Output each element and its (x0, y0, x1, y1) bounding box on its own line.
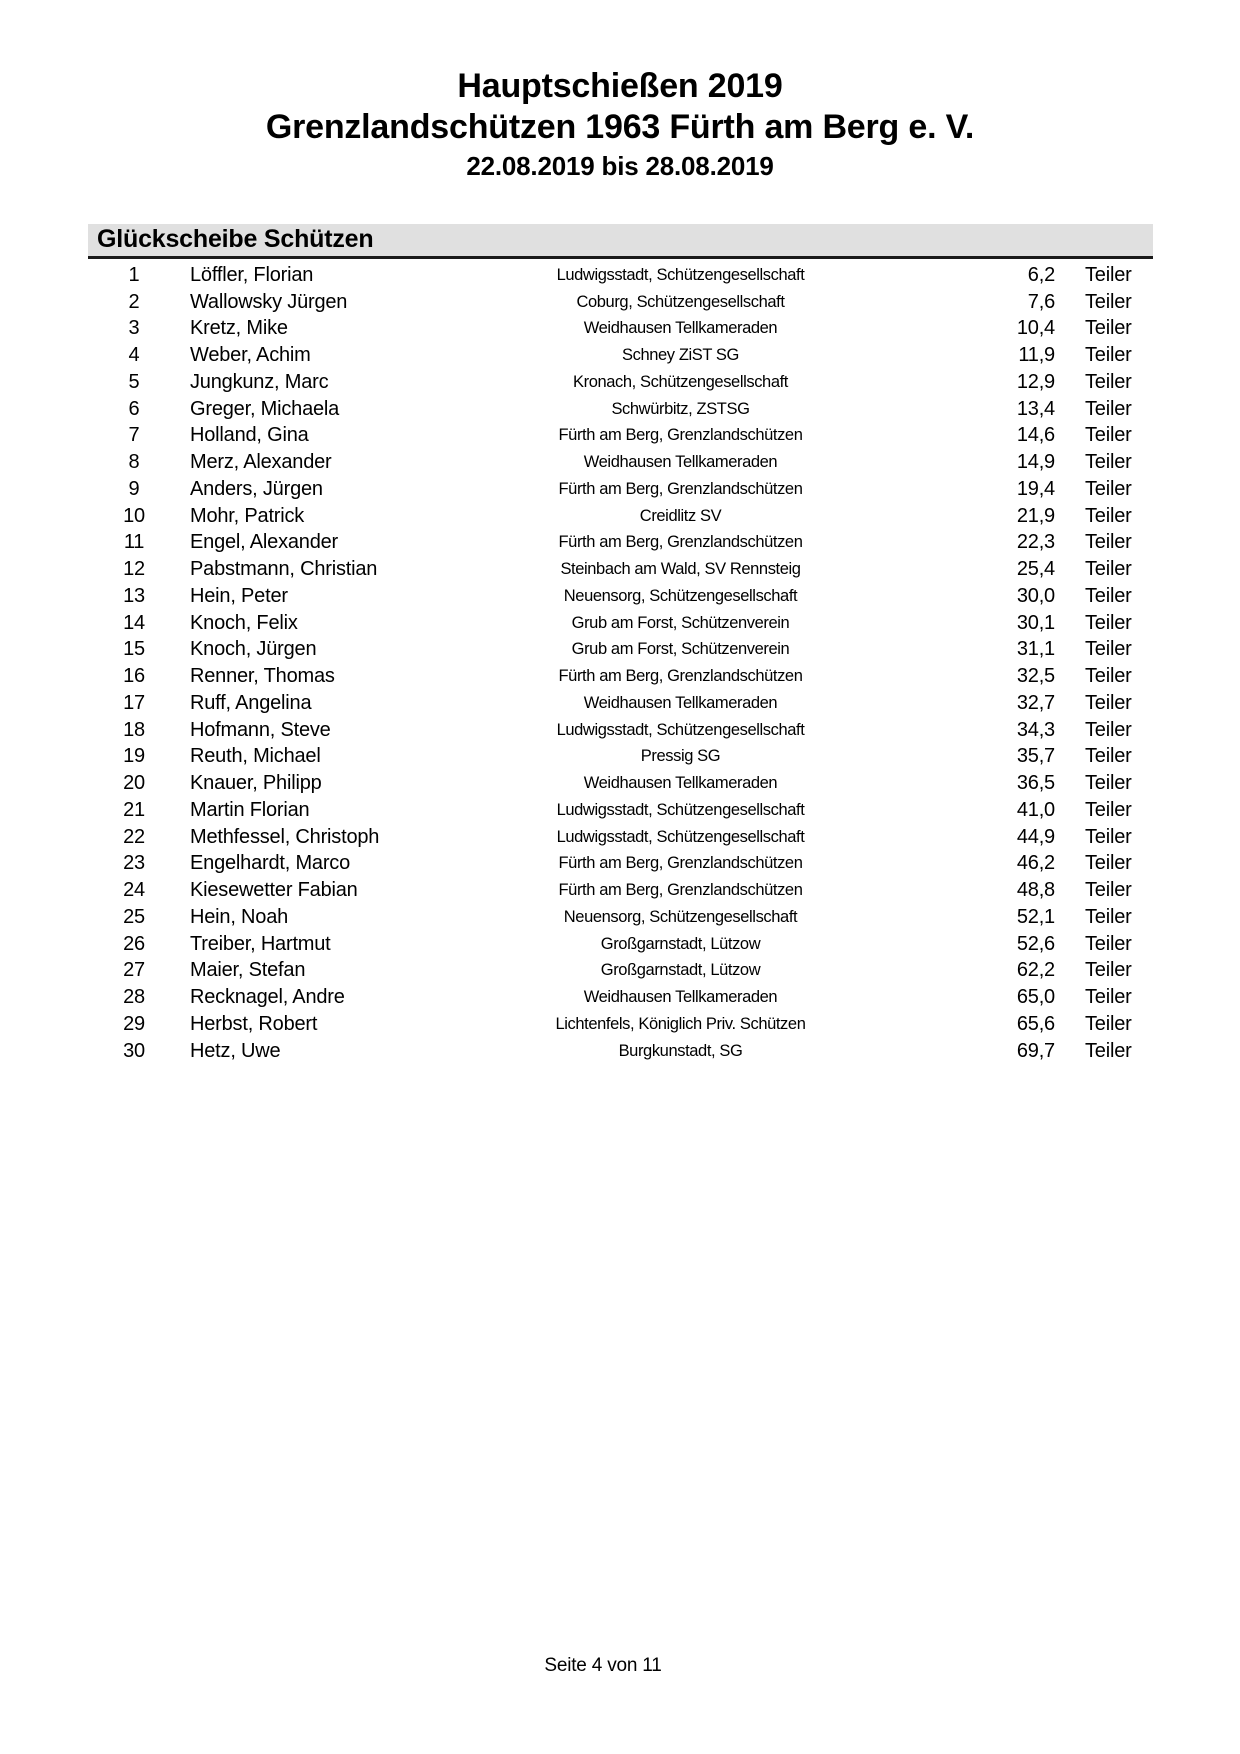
table-row (88, 717, 1153, 744)
score-cell: 65,6 (1016, 1012, 1055, 1035)
name-cell: Renner, Thomas (190, 665, 335, 688)
name-cell: Pabstmann, Christian (190, 558, 378, 581)
rank-cell: 30 (123, 1039, 145, 1062)
name-cell: Löffler, Florian (190, 263, 314, 286)
unit-cell: Teiler (1085, 852, 1132, 875)
score-cell: 30,1 (1016, 611, 1055, 634)
name-cell: Wallowsky Jürgen (190, 290, 348, 313)
rank-cell: 15 (123, 638, 145, 661)
table-row (88, 476, 1153, 503)
rank-cell: 17 (123, 691, 145, 714)
club-cell: Großgarnstadt, Lützow (600, 961, 761, 980)
unit-cell: Teiler (1085, 451, 1132, 474)
club-cell: Pressig SG (640, 747, 721, 766)
score-cell: 52,1 (1016, 905, 1055, 928)
table-row (88, 610, 1153, 637)
score-cell: 30,0 (1016, 584, 1055, 607)
score-cell: 10,4 (1016, 317, 1055, 340)
unit-cell: Teiler (1085, 691, 1132, 714)
unit-cell: Teiler (1085, 825, 1132, 848)
rank-cell: 25 (123, 905, 145, 928)
unit-cell: Teiler (1085, 718, 1132, 741)
score-cell: 32,5 (1016, 665, 1055, 688)
rank-cell: 20 (123, 772, 145, 795)
club-cell: Weidhausen Tellkameraden (583, 453, 778, 472)
table-row (88, 316, 1153, 343)
score-cell: 22,3 (1016, 531, 1055, 554)
name-cell: Holland, Gina (190, 424, 309, 447)
name-cell: Greger, Michaela (190, 397, 340, 420)
table-row (88, 369, 1153, 396)
table-row (88, 583, 1153, 610)
name-cell: Treiber, Hartmut (190, 932, 331, 955)
unit-cell: Teiler (1085, 745, 1132, 768)
rank-cell: 13 (123, 584, 145, 607)
unit-cell: Teiler (1085, 504, 1132, 527)
date-range: 22.08.2019 bis 28.08.2019 (466, 151, 774, 181)
page-footer (0, 1655, 1206, 1677)
table-row (88, 423, 1153, 450)
table-row (88, 797, 1153, 824)
club-cell: Ludwigsstadt, Schützengesellschaft (556, 720, 805, 739)
name-cell: Herbst, Robert (190, 1012, 318, 1035)
unit-cell: Teiler (1085, 531, 1132, 554)
name-cell: Hein, Noah (190, 905, 289, 928)
score-cell: 41,0 (1016, 798, 1055, 821)
rank-cell: 3 (128, 317, 140, 340)
rank-cell: 9 (128, 477, 140, 500)
name-cell: Jungkunz, Marc (190, 370, 329, 393)
score-cell: 21,9 (1016, 504, 1055, 527)
unit-cell: Teiler (1085, 772, 1132, 795)
club-cell: Großgarnstadt, Lützow (600, 934, 761, 953)
score-cell: 36,5 (1016, 772, 1055, 795)
table-row (88, 770, 1153, 797)
rank-cell: 16 (123, 665, 145, 688)
table-row (88, 342, 1153, 369)
name-cell: Engel, Alexander (190, 531, 339, 554)
unit-cell: Teiler (1085, 1012, 1132, 1035)
name-cell: Anders, Jürgen (190, 477, 323, 500)
score-cell: 11,9 (1018, 344, 1055, 367)
unit-cell: Teiler (1085, 986, 1132, 1009)
rank-cell: 21 (123, 798, 145, 821)
rank-cell: 10 (123, 504, 145, 527)
name-cell: Martin Florian (190, 798, 310, 821)
unit-cell: Teiler (1085, 932, 1132, 955)
rank-cell: 18 (123, 718, 145, 741)
unit-cell: Teiler (1085, 477, 1132, 500)
name-cell: Knoch, Felix (190, 611, 298, 634)
club-cell: Grub am Forst, Schützenverein (571, 613, 790, 632)
table-row (88, 904, 1153, 931)
rank-cell: 22 (123, 825, 145, 848)
score-cell: 65,0 (1016, 986, 1055, 1009)
club-cell: Steinbach am Wald, SV Rennsteig (560, 560, 801, 579)
rank-cell: 11 (123, 531, 145, 554)
score-cell: 14,6 (1016, 424, 1055, 447)
name-cell: Mohr, Patrick (190, 504, 305, 527)
name-cell: Kiesewetter Fabian (190, 879, 358, 902)
table-row (88, 984, 1153, 1011)
score-cell: 7,6 (1027, 290, 1055, 313)
rank-cell: 23 (123, 852, 145, 875)
table-row (88, 690, 1153, 717)
score-cell: 13,4 (1016, 397, 1055, 420)
table-row (88, 931, 1153, 958)
score-cell: 12,9 (1016, 370, 1055, 393)
name-cell: Hetz, Uwe (190, 1039, 281, 1062)
score-cell: 32,7 (1016, 691, 1055, 714)
name-cell: Merz, Alexander (190, 451, 332, 474)
club-cell: Neuensorg, Schützengesellschaft (563, 586, 798, 605)
club-cell: Weidhausen Tellkameraden (583, 693, 778, 712)
score-cell: 46,2 (1016, 852, 1055, 875)
table-row (88, 824, 1153, 851)
club-cell: Fürth am Berg, Grenzlandschützen (558, 667, 803, 686)
club-cell: Creidlitz SV (639, 506, 722, 525)
name-cell: Ruff, Angelina (190, 691, 312, 714)
table-row (88, 503, 1153, 530)
unit-cell: Teiler (1085, 344, 1132, 367)
club-cell: Grub am Forst, Schützenverein (571, 640, 790, 659)
rank-cell: 5 (128, 370, 140, 393)
name-cell: Knauer, Philipp (190, 772, 322, 795)
rank-cell: 4 (128, 344, 140, 367)
document-header (0, 0, 1240, 185)
table-row (88, 744, 1153, 771)
unit-cell: Teiler (1085, 798, 1132, 821)
score-cell: 6,2 (1027, 263, 1055, 286)
score-cell: 69,7 (1016, 1039, 1055, 1062)
rank-cell: 12 (123, 558, 145, 581)
rank-cell: 14 (123, 611, 145, 634)
score-cell: 19,4 (1016, 477, 1055, 500)
table-row (88, 663, 1153, 690)
title-line-1: Hauptschießen 2019 (457, 67, 783, 105)
page-number: Seite 4 von 11 (544, 1655, 662, 1676)
unit-cell: Teiler (1085, 611, 1132, 634)
club-cell: Ludwigsstadt, Schützengesellschaft (556, 800, 805, 819)
unit-cell: Teiler (1085, 959, 1132, 982)
club-cell: Weidhausen Tellkameraden (583, 774, 778, 793)
table-row (88, 556, 1153, 583)
club-cell: Lichtenfels, Königlich Priv. Schützen (555, 1014, 806, 1033)
name-cell: Reuth, Michael (190, 745, 321, 768)
unit-cell: Teiler (1085, 424, 1132, 447)
score-cell: 62,2 (1016, 959, 1055, 982)
club-cell: Schney ZiST SG (622, 346, 739, 365)
name-cell: Engelhardt, Marco (190, 852, 351, 875)
rank-cell: 26 (123, 932, 145, 955)
score-cell: 48,8 (1016, 879, 1055, 902)
club-cell: Weidhausen Tellkameraden (583, 319, 778, 338)
table-row (88, 958, 1153, 985)
unit-cell: Teiler (1085, 879, 1132, 902)
club-cell: Fürth am Berg, Grenzlandschützen (558, 533, 803, 552)
rank-cell: 2 (128, 290, 140, 313)
table-row (88, 530, 1153, 557)
unit-cell: Teiler (1085, 397, 1132, 420)
club-cell: Kronach, Schützengesellschaft (573, 372, 788, 391)
table-row (88, 851, 1153, 878)
name-cell: Knoch, Jürgen (190, 638, 317, 661)
unit-cell: Teiler (1085, 638, 1132, 661)
club-cell: Coburg, Schützengesellschaft (576, 292, 785, 311)
club-cell: Schwürbitz, ZSTSG (611, 399, 750, 418)
title-line-2: Grenzlandschützen 1963 Fürth am Berg e. V. (265, 108, 975, 146)
name-cell: Weber, Achim (190, 344, 311, 367)
score-cell: 52,6 (1016, 932, 1055, 955)
club-cell: Fürth am Berg, Grenzlandschützen (558, 479, 803, 498)
club-cell: Neuensorg, Schützengesellschaft (563, 907, 798, 926)
name-cell: Kretz, Mike (190, 317, 288, 340)
table-row (88, 1011, 1153, 1038)
score-cell: 34,3 (1016, 718, 1055, 741)
table-row (88, 262, 1153, 289)
rank-cell: 29 (123, 1012, 145, 1035)
club-cell: Weidhausen Tellkameraden (583, 988, 778, 1007)
score-cell: 35,7 (1016, 745, 1055, 768)
club-cell: Fürth am Berg, Grenzlandschützen (558, 854, 803, 873)
score-cell: 14,9 (1016, 451, 1055, 474)
rank-cell: 8 (128, 451, 140, 474)
rank-cell: 7 (128, 424, 140, 447)
unit-cell: Teiler (1085, 584, 1132, 607)
table-row (88, 1038, 1153, 1065)
score-cell: 44,9 (1016, 825, 1055, 848)
rank-cell: 1 (128, 263, 140, 286)
name-cell: Hein, Peter (190, 584, 288, 607)
unit-cell: Teiler (1085, 263, 1132, 286)
unit-cell: Teiler (1085, 665, 1132, 688)
table-row (88, 637, 1153, 664)
club-cell: Ludwigsstadt, Schützengesellschaft (556, 827, 805, 846)
score-cell: 25,4 (1016, 558, 1055, 581)
unit-cell: Teiler (1085, 905, 1132, 928)
results-table (88, 262, 1153, 1065)
section-header-bar (88, 224, 1153, 259)
unit-cell: Teiler (1085, 290, 1132, 313)
name-cell: Methfessel, Christoph (190, 825, 380, 848)
table-row (88, 449, 1153, 476)
unit-cell: Teiler (1085, 558, 1132, 581)
rank-cell: 27 (123, 959, 145, 982)
name-cell: Maier, Stefan (190, 959, 306, 982)
rank-cell: 6 (128, 397, 140, 420)
content-area (88, 224, 1153, 1065)
table-row (88, 396, 1153, 423)
club-cell: Fürth am Berg, Grenzlandschützen (558, 881, 803, 900)
name-cell: Recknagel, Andre (190, 986, 345, 1009)
score-cell: 31,1 (1016, 638, 1055, 661)
name-cell: Hofmann, Steve (190, 718, 331, 741)
rank-cell: 24 (123, 879, 145, 902)
unit-cell: Teiler (1085, 1039, 1132, 1062)
rank-cell: 28 (123, 986, 145, 1009)
club-cell: Burgkunstadt, SG (618, 1041, 743, 1060)
rank-cell: 19 (123, 745, 145, 768)
unit-cell: Teiler (1085, 317, 1132, 340)
club-cell: Ludwigsstadt, Schützengesellschaft (556, 265, 805, 284)
table-row (88, 289, 1153, 316)
table-row (88, 877, 1153, 904)
section-title: Glückscheibe Schützen (97, 224, 374, 253)
unit-cell: Teiler (1085, 370, 1132, 393)
club-cell: Fürth am Berg, Grenzlandschützen (558, 426, 803, 445)
